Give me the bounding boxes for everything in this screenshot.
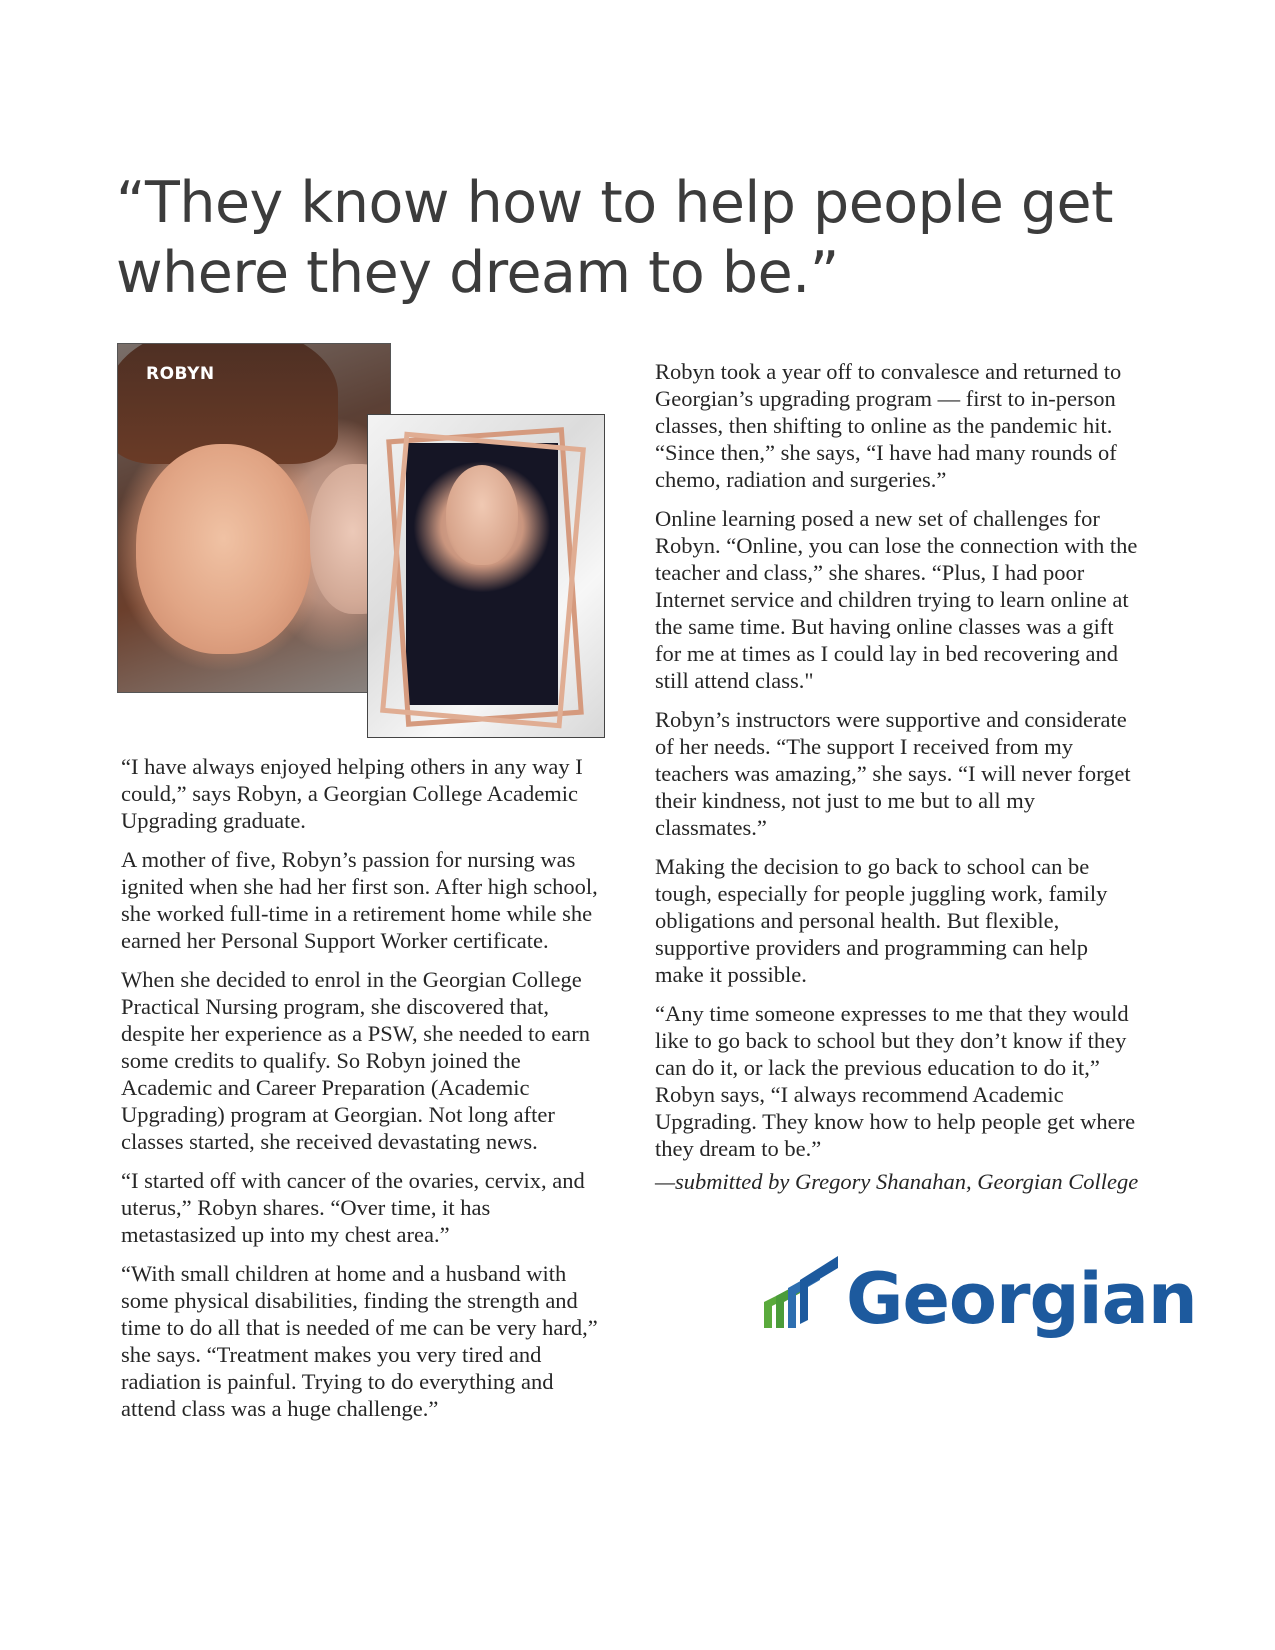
paragraph: “I started off with cancer of the ovaries, cervix, and uterus,” Robyn shares. “Over time, it has metastasized up into my chest area.” bbox=[121, 1168, 585, 1247]
logo-stripe bbox=[800, 1256, 838, 1324]
georgian-logo-icon bbox=[762, 1250, 842, 1330]
robyn-photo bbox=[117, 343, 391, 693]
headline: “They know how to help people get where they dream to be.” bbox=[116, 170, 1113, 306]
paragraph: “With small children at home and a husband with some physical disabilities, finding the strength and time to do all that is needed of me can be very hard,” she says. “Treatment makes you very tired and radiation is painful. Trying to do everything and attend class was a huge challenge.” bbox=[121, 1261, 598, 1421]
photo-label: ROBYN bbox=[146, 364, 215, 384]
robyn-treatment-photo bbox=[367, 414, 605, 738]
paragraph: Making the decision to go back to school can be tough, especially for people juggling work, family obligations and personal health. But flexible, supportive providers and programming can help make it possible. bbox=[655, 854, 1108, 987]
decorative-frame bbox=[380, 432, 586, 729]
paragraph: A mother of five, Robyn’s passion for nursing was ignited when she had her first son. After high school, she worked full-time in a retirement home while she earned her Personal Support Worker certificate. bbox=[121, 847, 598, 953]
right-column bbox=[655, 358, 1140, 1207]
paragraph: Robyn’s instructors were supportive and considerate of her needs. “The support I received from my teachers was amazing,” she says. “I will never forget their kindness, not just to me but to all my classmates.” bbox=[655, 707, 1131, 840]
georgian-logo bbox=[762, 1250, 1197, 1350]
paragraph: When she decided to enrol in the Georgian College Practical Nursing program, she discovered that, despite her experience as a PSW, she needed to earn some credits to qualify. So Robyn joined the Academic and Career Preparation (Academic Upgrading) program at Georgian. Not long after classes started, she received devastating news. bbox=[121, 967, 590, 1154]
photo-face bbox=[136, 444, 311, 654]
paragraph: “I have always enjoyed helping others in any way I could,” says Robyn, a Georgian College Academic Upgrading graduate. bbox=[121, 754, 583, 833]
paragraph: “Any time someone expresses to me that they would like to go back to school but they don’t know if they can do it, or lack the previous education to do it,” Robyn says, “I always recommend Academic Upgrading. They know how to help people get where they dream to be.” bbox=[655, 1001, 1136, 1161]
paragraph: Online learning posed a new set of challenges for Robyn. “Online, you can lose the connection with the teacher and class,” she shares. “Plus, I had poor Internet service and children trying to learn online at the same time. But having online classes was a gift for me at times as I could lay in bed recovering and still attend class." bbox=[655, 506, 1138, 693]
credit-line: —submitted by Gregory Shanahan, Georgian College bbox=[655, 1169, 1139, 1194]
left-column bbox=[121, 753, 609, 1434]
georgian-logo-text: Georgian bbox=[846, 1258, 1197, 1340]
paragraph: Robyn took a year off to convalesce and returned to Georgian’s upgrading program — first to in-person classes, then shifting to online as the pandemic hit. “Since then,” she says, “I have had many rounds of chemo, radiation and surgeries.” bbox=[655, 359, 1122, 492]
